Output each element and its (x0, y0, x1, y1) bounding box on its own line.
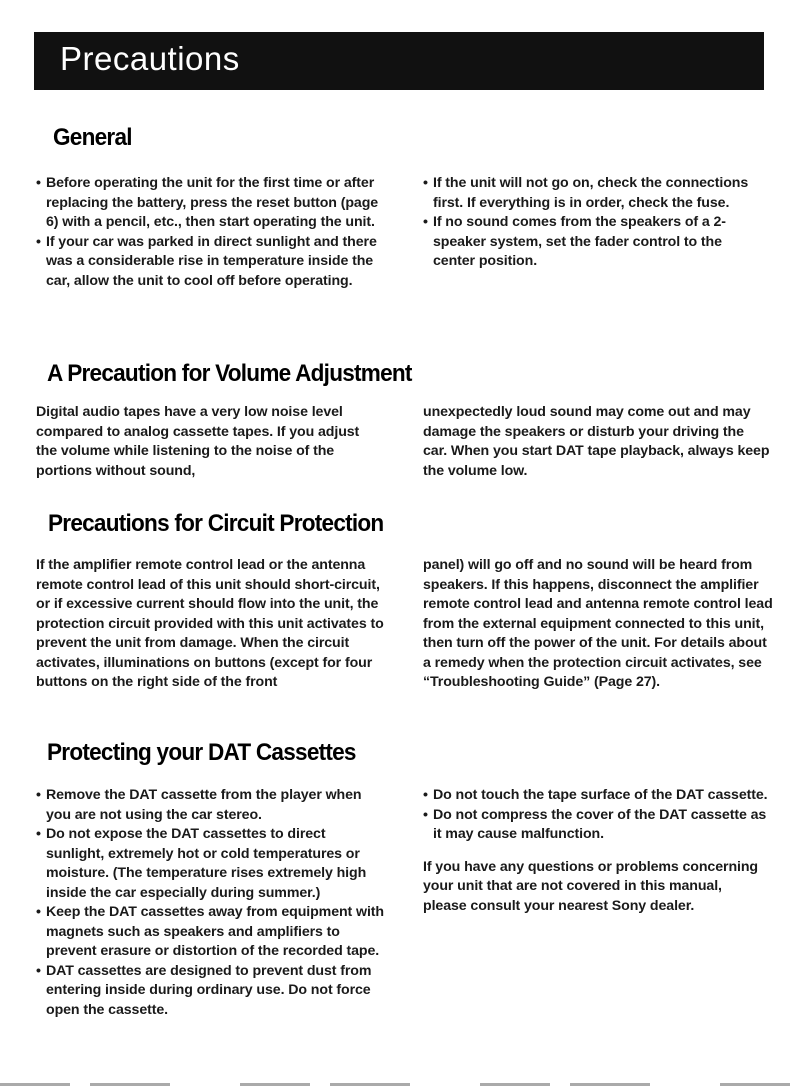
general-right-column (423, 174, 763, 272)
dat-left-column (36, 786, 386, 1020)
list-item: • If the unit will not go on, check the connections first. If everything is in order, check the fuse. (423, 175, 749, 211)
list-item: • If your car was parked in direct sunlight and there was a considerable rise in temperature inside the car, allow the unit to cool off before operating. (36, 233, 377, 289)
bottom-edge-rule (0, 1083, 800, 1086)
list-item: • Do not touch the tape surface of the DAT cassette. (423, 787, 768, 803)
contact-note: If you have any questions or problems concerning your unit that are not covered in this manual, please consult your nearest Sony dealer. (423, 858, 758, 914)
heading-circuit-protection: Precautions for Circuit Protection (48, 510, 384, 537)
list-item: • Do not compress the cover of the DAT cassette as it may cause malfunction. (423, 806, 767, 842)
list-item: • Keep the DAT cassettes away from equipment with magnets such as speakers and amplifiers to prevent erasure or distortion of the recorded tape. (36, 904, 384, 959)
volume-left-column: Digital audio tapes have a very low noise level compared to analog cassette tapes. If you adjust the volume while listening to the noise of the portions without sound, (36, 404, 360, 479)
heading-general: General (53, 124, 132, 151)
list-item: • If no sound comes from the speakers of a 2-speaker system, set the fader control to the center position. (423, 214, 726, 269)
heading-dat-cassettes: Protecting your DAT Cassettes (47, 739, 356, 766)
heading-volume-adjustment: A Precaution for Volume Adjustment (47, 360, 412, 387)
page-title: Precautions (60, 40, 240, 77)
dat-right-column (423, 786, 768, 916)
circuit-left-column: If the amplifier remote control lead or the antenna remote control lead of this unit should short-circuit, or if excessive current should flow into the unit, the protection circuit provided with this unit activates to prevent the unit from damage. When the circuit activates, illuminations on buttons (except for four buttons on the right side of the front (36, 557, 384, 690)
list-item: • Remove the DAT cassette from the player when you are not using the car stereo. (36, 787, 362, 823)
volume-right-column: unexpectedly loud sound may come out and may damage the speakers or disturb your driving the car. When you start DAT tape playback, always keep the volume low. (423, 404, 770, 479)
list-item: • Do not expose the DAT cassettes to direct sunlight, extremely hot or cold temperatures or moisture. (The temperature rises extremely high inside the car especially during summer.) (36, 826, 367, 901)
circuit-right-column: panel) will go off and no sound will be heard from speakers. If this happens, disconnect the amplifier remote control lead and antenna remote control lead from the external equipment connected to this unit, then turn off the power of the unit. For details about a remedy when the protection circuit activates, see “Troubleshooting Guide” (Page 27). (423, 557, 773, 690)
general-left-column (36, 174, 392, 291)
title-banner (34, 32, 764, 90)
list-item: • DAT cassettes are designed to prevent dust from entering inside during ordinary use. Do not force open the cassette. (36, 962, 372, 1018)
list-item: • Before operating the unit for the first time or after replacing the battery, press the reset button (page 6) with a pencil, etc., then start operating the unit. (36, 175, 379, 230)
